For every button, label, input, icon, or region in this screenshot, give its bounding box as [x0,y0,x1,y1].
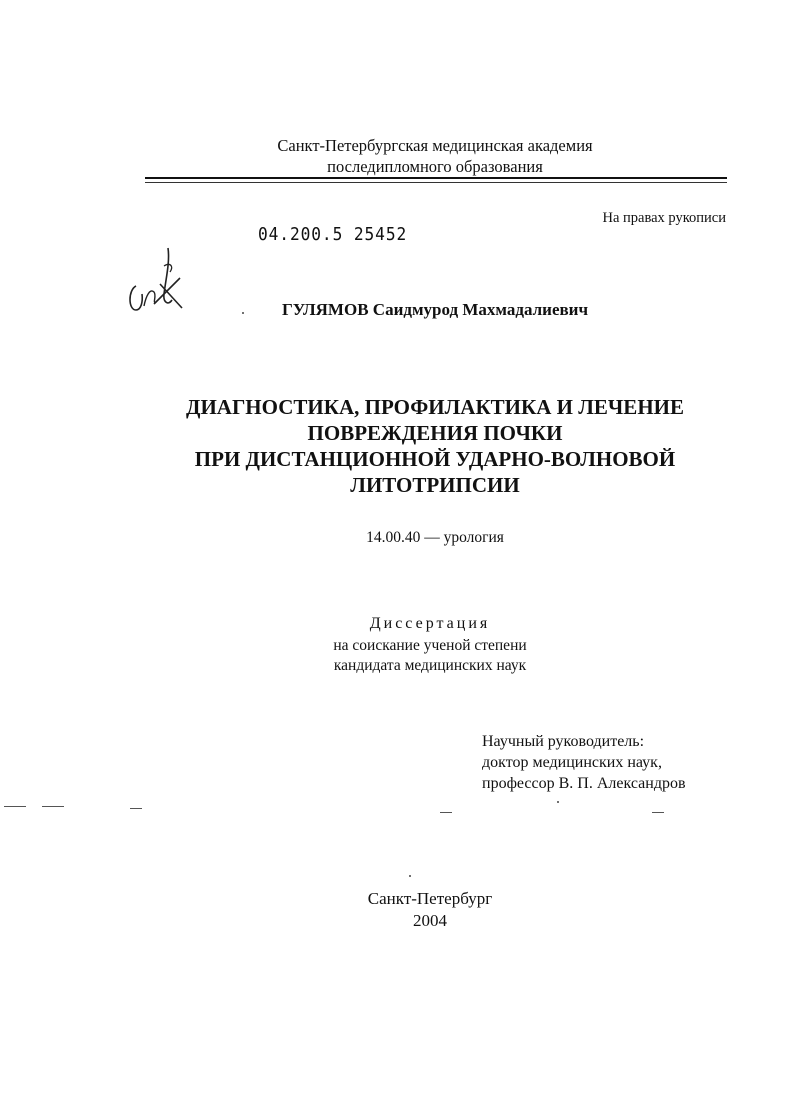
speck [557,801,559,803]
supervisor-name: профессор В. П. Александров [482,775,686,792]
supervisor-heading: Научный руководитель: [482,733,645,750]
scan-mark [42,806,64,807]
footer-place-year [300,888,560,932]
header-rule-thin [145,182,727,183]
city: Санкт-Петербург [367,889,493,908]
dissertation-degree [180,636,680,676]
supervisor-block [482,731,772,794]
scan-mark [4,806,26,807]
author-name: ГУЛЯМОВ Саидмурод Махмадалиевич [281,300,589,319]
specialty-code: 14.00.40 — урология [366,529,504,546]
degree-line-1: на соискание ученой степени [333,637,527,654]
dissertation-label: Диссертация [369,615,491,632]
registration-stamp: 04.200.5 25452 [258,224,408,245]
title-line-1: ДИАГНОСТИКА, ПРОФИЛАКТИКА И ЛЕЧЕНИЕ [186,395,684,419]
institution-line-1: Санкт-Петербургская медицинская академия [277,136,593,155]
institution-name [145,135,725,177]
speck [409,875,411,877]
scan-mark [440,812,452,813]
rights-note: На правах рукописи [602,210,726,226]
title-line-4: ЛИТОТРИПСИИ [350,473,520,497]
degree-line-2: кандидата медицинских наук [333,657,527,674]
header-rule [145,177,727,179]
supervisor-degree: доктор медицинских наук, [482,754,662,771]
title-line-2: ПОВРЕЖДЕНИЯ ПОЧКИ [307,421,563,445]
year: 2004 [413,911,447,930]
institution-line-2: последипломного образования [327,157,543,176]
scan-mark [652,812,664,813]
title-line-3: ПРИ ДИСТАНЦИОННОЙ УДАРНО-ВОЛНОВОЙ [194,447,676,471]
dissertation-title [110,394,760,498]
scan-mark [130,808,142,809]
